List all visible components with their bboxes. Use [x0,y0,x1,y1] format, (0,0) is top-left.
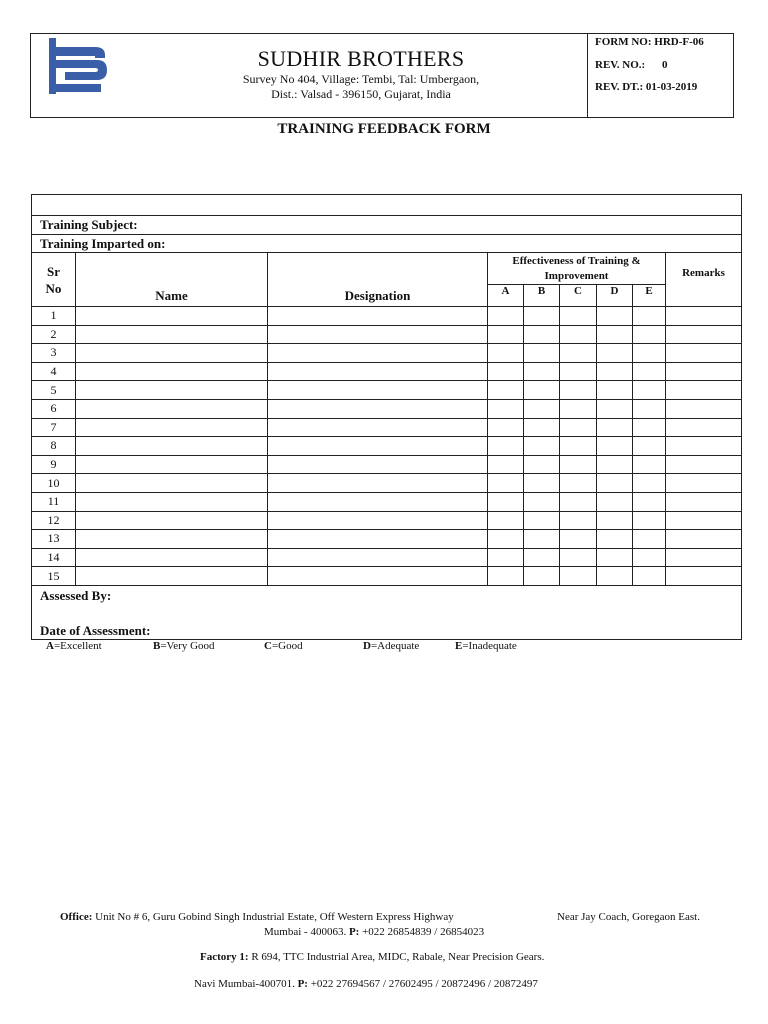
assessment-row [32,585,742,639]
form-no: FORM NO: HRD-F-06 [595,36,704,48]
row-number: 8 [32,437,76,456]
row-number: 4 [32,362,76,381]
rev-no-value: 0 [662,59,668,71]
col-designation-header: Designation [268,253,488,307]
grade-c-cell[interactable] [560,399,597,418]
grade-a-cell[interactable] [488,399,524,418]
designation-cell[interactable] [268,567,488,586]
grade-c-cell[interactable] [560,325,597,344]
company-name: SUDHIR BROTHERS [257,46,465,71]
grade-a-cell[interactable] [488,511,524,530]
grade-e-cell[interactable] [633,418,666,437]
name-cell[interactable] [76,567,268,586]
table-row [32,362,742,381]
designation-cell[interactable] [268,325,488,344]
col-sr: Sr [47,263,60,279]
header-row-1 [32,253,742,285]
grade-b-cell[interactable] [524,492,560,511]
table-row [32,530,742,549]
col-remarks-header: Remarks [666,253,742,307]
grade-e-cell[interactable] [633,567,666,586]
designation-cell[interactable] [268,307,488,326]
grade-e-cell[interactable] [633,437,666,456]
table-row [32,455,742,474]
designation-cell[interactable] [268,492,488,511]
table-row [32,418,742,437]
table-row [32,474,742,493]
legend-e: E=Inadequate [455,640,517,652]
remarks-cell[interactable] [666,399,742,418]
name-cell[interactable] [76,399,268,418]
training-imparted-label[interactable]: Training Imparted on: [32,235,742,253]
grade-b-cell[interactable] [524,362,560,381]
table-rows [32,307,742,586]
name-cell[interactable] [76,492,268,511]
grade-c-cell[interactable] [560,548,597,567]
remarks-cell[interactable] [666,344,742,363]
training-subject-row [32,216,742,235]
col-sr-no-header [32,253,76,307]
grade-a-cell[interactable] [488,492,524,511]
table-row [32,511,742,530]
grade-d-cell[interactable] [597,437,633,456]
effectiveness-line-2: Improvement [544,269,609,282]
row-number: 10 [32,474,76,493]
grade-e-cell[interactable] [633,344,666,363]
col-effectiveness-header [488,253,666,285]
grade-d-cell[interactable] [597,307,633,326]
row-number: 13 [32,530,76,549]
grade-b-cell[interactable] [524,567,560,586]
name-cell[interactable] [76,325,268,344]
table-row [32,492,742,511]
name-cell[interactable] [76,474,268,493]
grade-c-cell[interactable] [560,437,597,456]
remarks-cell[interactable] [666,530,742,549]
grade-e-cell[interactable] [633,530,666,549]
grade-c-cell[interactable] [560,567,597,586]
name-cell[interactable] [76,437,268,456]
grade-e-cell[interactable] [633,362,666,381]
grade-col-d: D [597,285,633,307]
designation-cell[interactable] [268,344,488,363]
training-imparted-row [32,235,742,253]
legend-a: A=Excellent [46,640,102,652]
grade-a-cell[interactable] [488,567,524,586]
designation-cell[interactable] [268,455,488,474]
row-number: 5 [32,381,76,400]
factory-label: Factory 1: [200,951,249,963]
row-number: 9 [32,455,76,474]
grade-e-cell[interactable] [633,325,666,344]
designation-cell[interactable] [268,418,488,437]
grade-e-cell[interactable] [633,511,666,530]
grade-d-cell[interactable] [597,455,633,474]
address-line-2: Dist.: Valsad - 396150, Gujarat, India [271,87,451,101]
name-cell[interactable] [76,511,268,530]
grade-d-cell[interactable] [597,344,633,363]
legend-b: B=Very Good [153,640,215,652]
company-block [171,46,551,102]
remarks-cell[interactable] [666,492,742,511]
grade-b-cell[interactable] [524,437,560,456]
table-row [32,399,742,418]
grade-e-cell[interactable] [633,399,666,418]
table-row [32,381,742,400]
table-row [32,307,742,326]
name-cell[interactable] [76,530,268,549]
remarks-cell[interactable] [666,511,742,530]
office-label: Office: [60,911,93,923]
designation-cell[interactable] [268,399,488,418]
grade-e-cell[interactable] [633,492,666,511]
grade-d-cell[interactable] [597,399,633,418]
assessment-cell[interactable] [32,585,742,639]
grade-c-cell[interactable] [560,474,597,493]
grade-a-cell[interactable] [488,325,524,344]
feedback-table [31,194,742,640]
grade-c-cell[interactable] [560,344,597,363]
address-line-1: Survey No 404, Village: Tembi, Tal: Umbergaon, [242,72,480,86]
grade-col-b: B [524,285,560,307]
header-divider [587,34,588,117]
footer-factory [200,951,544,963]
grade-d-cell[interactable] [597,511,633,530]
row-number: 1 [32,307,76,326]
grade-b-cell[interactable] [524,307,560,326]
row-number: 6 [32,399,76,418]
factory-address: R 694, TTC Industrial Area, MIDC, Rabale, Near Precision Gears. [251,951,545,963]
grade-a-cell[interactable] [488,548,524,567]
grade-e-cell[interactable] [633,455,666,474]
grade-d-cell[interactable] [597,492,633,511]
grade-c-cell[interactable] [560,455,597,474]
name-cell[interactable] [76,455,268,474]
row-number: 12 [32,511,76,530]
remarks-cell[interactable] [666,307,742,326]
grade-d-cell[interactable] [597,530,633,549]
name-cell[interactable] [76,381,268,400]
grade-a-cell[interactable] [488,455,524,474]
grade-col-a: A [488,285,524,307]
grade-b-cell[interactable] [524,511,560,530]
blank-row [32,195,742,216]
grade-c-cell[interactable] [560,381,597,400]
footer-office [60,911,454,923]
remarks-cell[interactable] [666,474,742,493]
grade-a-cell[interactable] [488,437,524,456]
office-address: Unit No # 6, Guru Gobind Singh Industrial Estate, Off Western Express Highway [95,911,454,923]
grade-c-cell[interactable] [560,511,597,530]
table-row [32,437,742,456]
row-number: 11 [32,492,76,511]
grade-b-cell[interactable] [524,418,560,437]
legend-c: C=Good [264,640,303,652]
footer-office-line2: Mumbai - 400063. P: +022 26854839 / 26854023 [264,926,485,938]
letterhead [30,33,734,118]
grade-c-cell[interactable] [560,530,597,549]
legend-d: D=Adequate [363,640,420,652]
grade-d-cell[interactable] [597,325,633,344]
grade-d-cell[interactable] [597,362,633,381]
row-number: 15 [32,567,76,586]
table-row [32,567,742,586]
grade-a-cell[interactable] [488,381,524,400]
remarks-cell[interactable] [666,548,742,567]
remarks-cell[interactable] [666,381,742,400]
remarks-cell[interactable] [666,418,742,437]
remarks-cell[interactable] [666,437,742,456]
grade-e-cell[interactable] [633,474,666,493]
footer-office-near: Near Jay Coach, Goregaon East. [557,911,700,923]
grade-b-cell[interactable] [524,381,560,400]
footer-factory-line2: Navi Mumbai-400701. P: +022 27694567 / 27602495 / 20872496 / 20872497 [194,978,538,990]
grade-c-cell[interactable] [560,492,597,511]
form-title: TRAINING FEEDBACK FORM [277,121,491,137]
grade-c-cell[interactable] [560,362,597,381]
assessed-by-label: Assessed By: [40,587,112,603]
grade-e-cell[interactable] [633,307,666,326]
grade-a-cell[interactable] [488,474,524,493]
name-cell[interactable] [76,548,268,567]
name-cell[interactable] [76,362,268,381]
grade-d-cell[interactable] [597,567,633,586]
grade-d-cell[interactable] [597,548,633,567]
grade-a-cell[interactable] [488,307,524,326]
grade-d-cell[interactable] [597,381,633,400]
row-number: 3 [32,344,76,363]
effectiveness-line-1: Effectiveness of Training & [512,254,641,267]
rev-no-label: REV. NO.: [595,59,646,71]
col-name-header: Name [76,253,268,307]
grade-a-cell[interactable] [488,344,524,363]
grade-e-cell[interactable] [633,381,666,400]
grade-c-cell[interactable] [560,307,597,326]
grade-b-cell[interactable] [524,530,560,549]
col-no: No [45,280,62,296]
grade-b-cell[interactable] [524,399,560,418]
remarks-cell[interactable] [666,567,742,586]
grade-d-cell[interactable] [597,474,633,493]
row-number: 2 [32,325,76,344]
grade-col-e: E [633,285,666,307]
grade-b-cell[interactable] [524,325,560,344]
grade-c-cell[interactable] [560,418,597,437]
designation-cell[interactable] [268,511,488,530]
grade-e-cell[interactable] [633,548,666,567]
company-logo-icon [43,38,109,94]
grade-d-cell[interactable] [597,418,633,437]
remarks-cell[interactable] [666,325,742,344]
grade-a-cell[interactable] [488,530,524,549]
designation-cell[interactable] [268,362,488,381]
grade-col-c: C [560,285,597,307]
row-number: 14 [32,548,76,567]
grade-a-cell[interactable] [488,362,524,381]
designation-cell[interactable] [268,381,488,400]
designation-cell[interactable] [268,474,488,493]
designation-cell[interactable] [268,548,488,567]
training-subject-label[interactable]: Training Subject: [32,216,742,235]
row-number: 7 [32,418,76,437]
grade-b-cell[interactable] [524,474,560,493]
designation-cell[interactable] [268,437,488,456]
table-row [32,344,742,363]
rev-date: REV. DT.: 01-03-2019 [595,81,698,93]
table-row [32,548,742,567]
remarks-cell[interactable] [666,362,742,381]
grade-b-cell[interactable] [524,455,560,474]
name-cell[interactable] [76,418,268,437]
table-row [32,325,742,344]
remarks-cell[interactable] [666,455,742,474]
name-cell[interactable] [76,307,268,326]
name-cell[interactable] [76,344,268,363]
grade-a-cell[interactable] [488,418,524,437]
grade-b-cell[interactable] [524,548,560,567]
date-of-assessment-label: Date of Assessment: [40,622,151,638]
grade-b-cell[interactable] [524,344,560,363]
designation-cell[interactable] [268,530,488,549]
